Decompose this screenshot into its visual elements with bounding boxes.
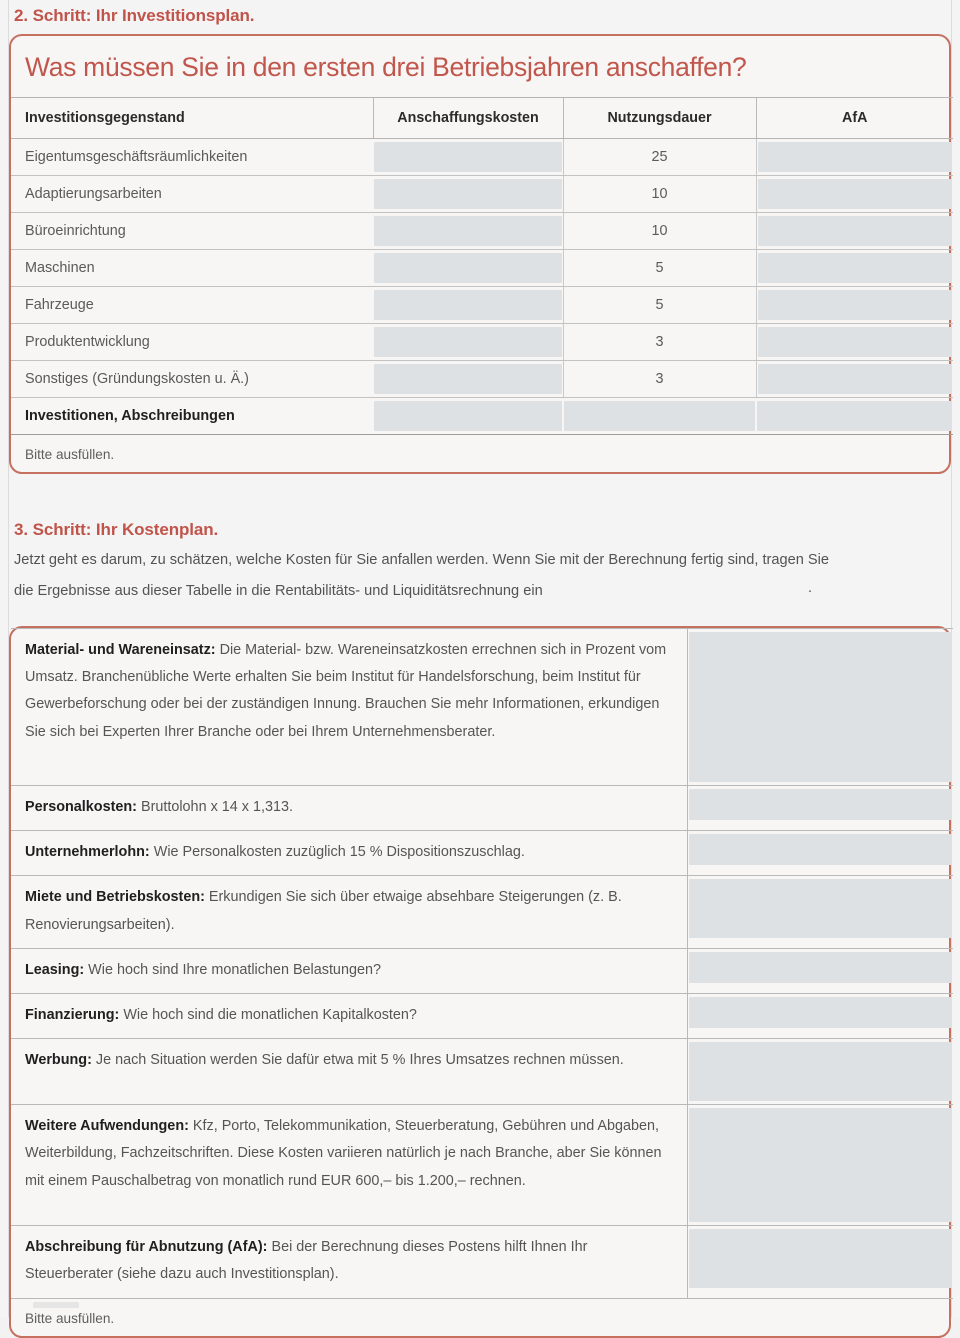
cost-item-term: Werbung: — [25, 1052, 92, 1069]
anschaffungskosten-input-cell[interactable] — [373, 139, 563, 176]
afa-input-cell[interactable] — [756, 176, 953, 213]
investment-item-label: Eigentumsgeschäftsräumlichkeiten — [11, 139, 373, 176]
cost-item-text: Wie Personalkosten zuzüglich 15 % Dispositionszuschlag. — [149, 844, 525, 861]
total-anschaffungskosten-input-cell[interactable] — [373, 398, 563, 435]
cost-item-description — [11, 786, 687, 831]
investment-plan-table — [11, 97, 953, 435]
afa-input-cell[interactable] — [756, 287, 953, 324]
column-header-nutzungsdauer: Nutzungsdauer — [563, 98, 756, 139]
cost-item-description — [11, 1105, 687, 1226]
input-field[interactable] — [374, 401, 562, 431]
cost-item-text: Erkundigen Sie sich über etwaige absehbare Steigerungen (z. B. Renovierungsarbeiten). — [25, 889, 622, 933]
nutzungsdauer-value: 25 — [563, 139, 756, 176]
input-field[interactable] — [689, 952, 953, 983]
input-field[interactable] — [689, 1042, 953, 1101]
cost-item-text: Bruttolohn x 14 x 1,313. — [136, 799, 293, 815]
input-field[interactable] — [689, 632, 953, 782]
total-afa-input-cell[interactable] — [756, 398, 953, 435]
investment-item-label: Fahrzeuge — [11, 287, 373, 324]
input-field[interactable] — [758, 290, 953, 320]
anschaffungskosten-input-cell[interactable] — [373, 250, 563, 287]
cost-item-description — [11, 629, 687, 786]
afa-input-cell[interactable] — [756, 250, 953, 287]
table-row — [11, 250, 953, 287]
input-field[interactable] — [374, 327, 562, 357]
input-field[interactable] — [374, 290, 562, 320]
investment-total-label: Investitionen, Abschreibungen — [11, 398, 373, 435]
cost-item-text: Bei der Berechnung dieses Postens hilft Ihnen Ihr Steuerberater (siehe dazu auch Investitionsplan). — [25, 1239, 588, 1283]
intro-trailing-period: . — [808, 580, 813, 596]
cost-item-input-cell[interactable] — [687, 1226, 953, 1298]
table-row — [11, 1226, 953, 1298]
investment-plan-card — [9, 34, 951, 474]
input-field[interactable] — [689, 997, 953, 1028]
cost-item-term: Weitere Aufwendungen: — [25, 1118, 189, 1135]
cost-item-term: Personalkosten: — [25, 799, 137, 815]
table-row — [11, 1105, 953, 1226]
cost-item-input-cell[interactable] — [687, 994, 953, 1039]
input-field[interactable] — [757, 401, 952, 431]
table-row — [11, 324, 953, 361]
investment-item-label: Produktentwicklung — [11, 324, 373, 361]
input-field[interactable] — [758, 216, 953, 246]
input-field[interactable] — [374, 216, 562, 246]
cost-item-description — [11, 876, 687, 948]
input-field[interactable] — [564, 401, 755, 431]
section-3-step-title: 3. Schritt: Ihr Kostenplan. — [14, 520, 219, 539]
cost-item-input-cell[interactable] — [687, 948, 953, 993]
table-row — [11, 629, 953, 786]
nutzungsdauer-value: 5 — [563, 250, 756, 287]
investment-table-body — [11, 139, 953, 435]
cost-item-term: Miete und Betriebskosten: — [25, 889, 205, 906]
input-field[interactable] — [758, 142, 953, 172]
anschaffungskosten-input-cell[interactable] — [373, 324, 563, 361]
cost-item-description — [11, 1039, 687, 1105]
column-header-anschaffungskosten: Anschaffungskosten — [373, 98, 563, 139]
investment-plan-hint: Bitte ausfüllen. — [25, 447, 115, 462]
cost-item-text: Kfz, Porto, Telekommunikation, Steuerberatung, Gebühren und Abgaben, Weiterbildung, Fachzeitschriften. Diese Kosten variieren natürlich je nach Branche, aber Sie können mit einem Pauschalbetrag von monatlich rund EUR 600,– bis 1.200,– rechnen. — [25, 1118, 662, 1189]
anschaffungskosten-input-cell[interactable] — [373, 287, 563, 324]
table-row — [11, 876, 953, 948]
nutzungsdauer-value: 10 — [563, 213, 756, 250]
input-field[interactable] — [758, 253, 953, 283]
investment-item-label: Adaptierungsarbeiten — [11, 176, 373, 213]
table-row — [11, 287, 953, 324]
intro-line-1: Jetzt geht es darum, zu schätzen, welche Kosten für Sie anfallen werden. Wenn Sie mit der Berechnung fertig sind, tragen Sie — [14, 552, 829, 568]
investment-item-label: Sonstiges (Gründungskosten u. Ä.) — [11, 361, 373, 398]
cost-item-input-cell[interactable] — [687, 1039, 953, 1105]
input-field[interactable] — [758, 179, 953, 209]
cost-item-term: Unternehmerlohn: — [25, 844, 150, 861]
table-row — [11, 213, 953, 250]
investment-table-header-row — [11, 98, 953, 139]
investment-item-label: Maschinen — [11, 250, 373, 287]
table-row-total — [11, 398, 953, 435]
scan-artifact — [33, 1302, 79, 1308]
cost-item-term: Material- und Wareneinsatz: — [25, 642, 216, 658]
table-row — [11, 361, 953, 398]
cost-item-text: Die Material- bzw. Wareneinsatzkosten errechnen sich in Prozent vom Umsatz. Branchenübliche Werte erhalten Sie beim Institut für Handelsforschung, beim Institut für Gewerbeforschung oder bei der zuständigen Innung. Brauchen Sie mehr Informationen, erkundigen Sie sich bei Experten Ihrer Branche oder bei Ihrem Unternehmensberater. — [25, 642, 667, 740]
nutzungsdauer-value: 3 — [563, 361, 756, 398]
total-nutzungsdauer-input-cell[interactable] — [563, 398, 756, 435]
cost-item-input-cell[interactable] — [687, 831, 953, 876]
section-2-step-title: 2. Schritt: Ihr Investitionsplan. — [14, 6, 255, 25]
afa-input-cell[interactable] — [756, 213, 953, 250]
cost-item-text: Je nach Situation werden Sie dafür etwa mit 5 % Ihres Umsatzes rechnen müssen. — [91, 1052, 624, 1069]
input-field[interactable] — [758, 327, 953, 357]
cost-item-input-cell[interactable] — [687, 1105, 953, 1226]
cost-plan-table — [11, 628, 953, 1299]
table-row — [11, 948, 953, 993]
cost-item-term: Leasing: — [25, 961, 85, 978]
cost-item-term: Abschreibung für Abnutzung (AfA): — [25, 1239, 268, 1256]
cost-item-text: Wie hoch sind die monatlichen Kapitalkosten? — [119, 1007, 417, 1024]
table-row — [11, 139, 953, 176]
table-row — [11, 786, 953, 831]
cost-item-description — [11, 994, 687, 1039]
table-row — [11, 176, 953, 213]
cost-item-input-cell[interactable] — [687, 629, 953, 786]
input-field[interactable] — [689, 1229, 953, 1288]
anschaffungskosten-input-cell[interactable] — [373, 361, 563, 398]
cost-item-description — [11, 831, 687, 876]
input-field[interactable] — [758, 364, 953, 394]
cost-item-description — [11, 1226, 687, 1298]
afa-input-cell[interactable] — [756, 139, 953, 176]
nutzungsdauer-value: 3 — [563, 324, 756, 361]
afa-input-cell[interactable] — [756, 361, 953, 398]
afa-input-cell[interactable] — [756, 324, 953, 361]
cost-plan-table-body — [11, 629, 953, 1299]
cost-item-input-cell[interactable] — [687, 876, 953, 948]
table-row — [11, 831, 953, 876]
column-header-afa: AfA — [756, 98, 953, 139]
nutzungsdauer-value: 10 — [563, 176, 756, 213]
section-3-intro — [9, 542, 951, 607]
input-field[interactable] — [374, 179, 562, 209]
cost-item-term: Finanzierung: — [25, 1007, 120, 1024]
nutzungsdauer-value: 5 — [563, 287, 756, 324]
cost-plan-hint: Bitte ausfüllen. — [25, 1310, 115, 1326]
cost-item-text: Wie hoch sind Ihre monatlichen Belastungen? — [84, 961, 381, 978]
investment-item-label: Büroeinrichtung — [11, 213, 373, 250]
column-header-investitionsgegenstand: Investitionsgegenstand — [11, 98, 373, 139]
anschaffungskosten-input-cell[interactable] — [373, 213, 563, 250]
input-field[interactable] — [689, 879, 953, 938]
cost-plan-card — [9, 626, 951, 1338]
anschaffungskosten-input-cell[interactable] — [373, 176, 563, 213]
cost-item-description — [11, 948, 687, 993]
input-field[interactable] — [689, 789, 953, 820]
input-field[interactable] — [374, 253, 562, 283]
table-row — [11, 994, 953, 1039]
table-row — [11, 1039, 953, 1105]
input-field[interactable] — [374, 364, 562, 394]
investment-plan-card-title: Was müssen Sie in den ersten drei Betriebsjahren anschaffen? — [25, 52, 747, 82]
cost-item-input-cell[interactable] — [687, 786, 953, 831]
input-field[interactable] — [374, 142, 562, 172]
intro-line-2: die Ergebnisse aus dieser Tabelle in die Rentabilitäts- und Liquiditätsrechnung ein — [14, 583, 543, 599]
input-field[interactable] — [689, 1108, 953, 1222]
input-field[interactable] — [689, 834, 953, 865]
